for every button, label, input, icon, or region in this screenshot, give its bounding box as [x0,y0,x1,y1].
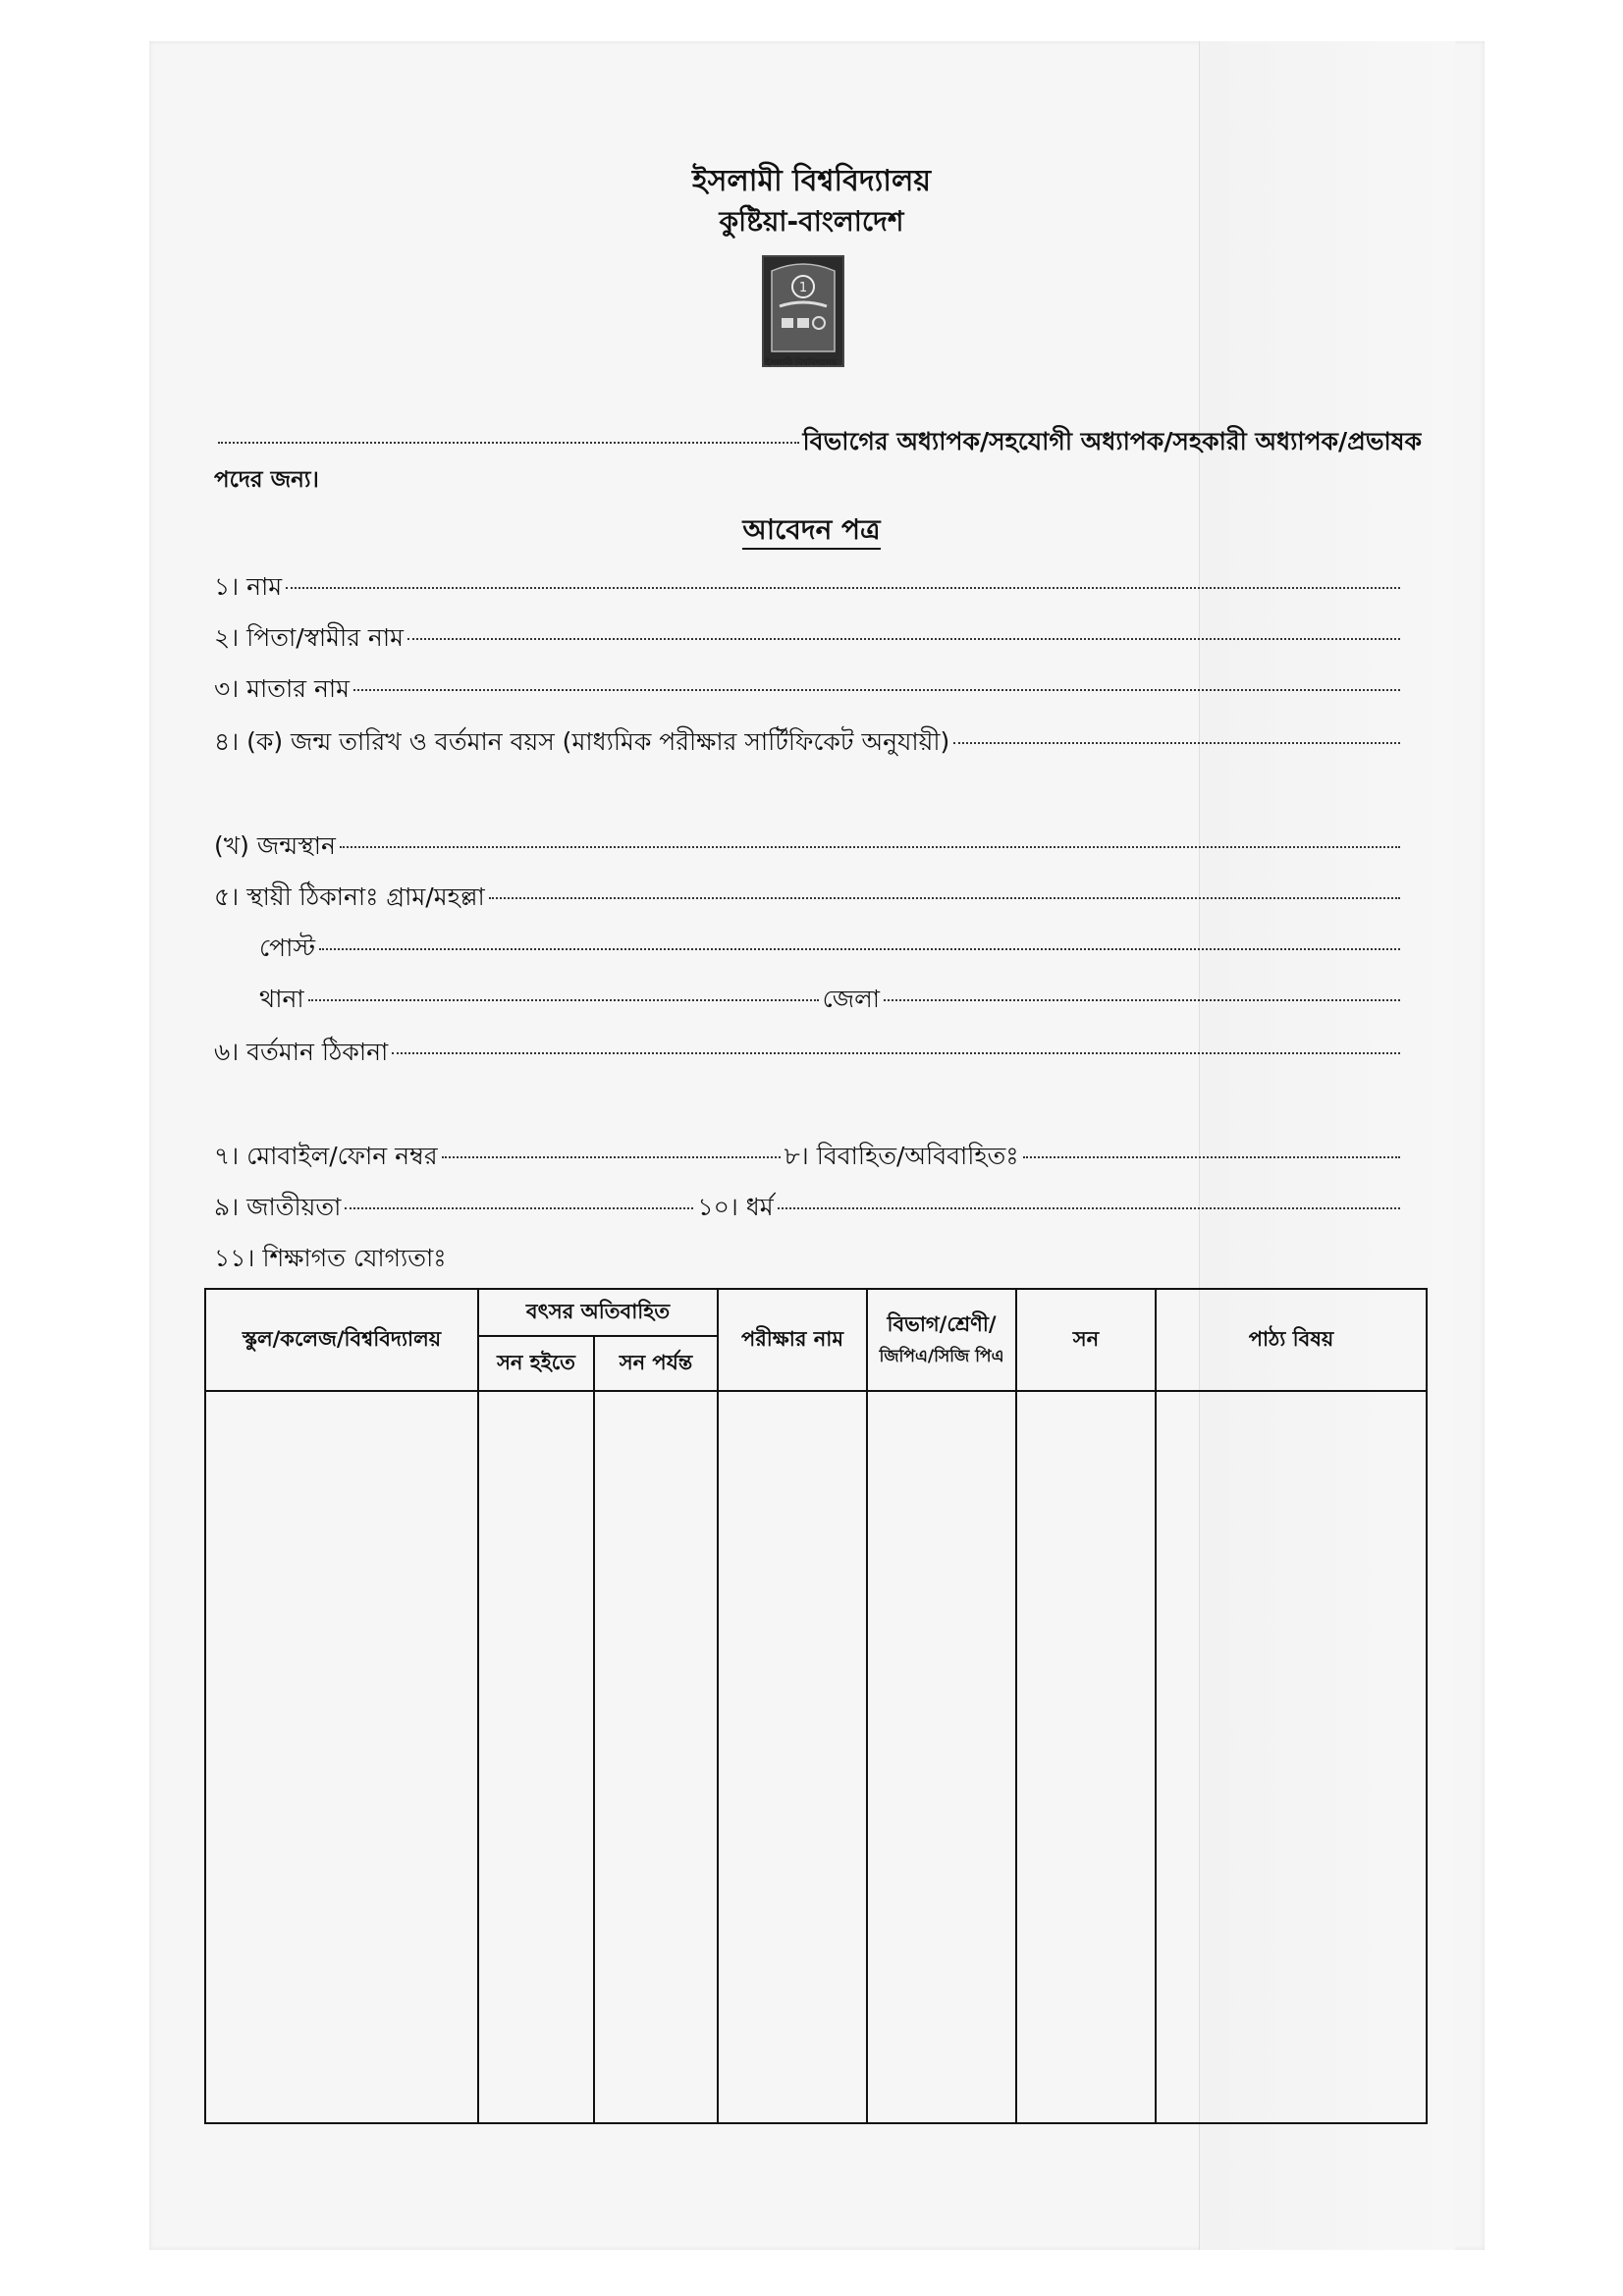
field-birthplace-blank[interactable] [340,846,1400,848]
field-mother-label: ৩। মাতার নাম [214,674,351,703]
field-thana-label: থানা [259,985,304,1013]
crest-icon [764,257,842,365]
cell-to[interactable] [594,1391,718,2123]
cell-institution[interactable] [205,1391,478,2123]
field-education-label: ১১। শিক্ষাগত যোগ্যতাঃ [214,1244,447,1272]
field-name-label: ১। নাম [214,572,283,601]
col-year: সন [1016,1289,1156,1391]
field-present-label: ৬। বর্তমান ঠিকানা [214,1038,389,1066]
table-header-row-1 [205,1289,1427,1336]
university-location: কুষ্টিয়া-বাংলাদেশ [719,205,904,238]
field-post [259,929,1404,971]
field-present-cont [214,1086,1404,1088]
field-post-label: পোস্ট [259,934,316,962]
field-mother-blank[interactable] [353,689,1400,691]
field-nationality-blank[interactable] [345,1207,693,1209]
field-religion-blank[interactable] [778,1207,1400,1209]
field-father-blank[interactable] [407,638,1400,640]
field-mobile-label: ৭। মোবাইল/ফোন নম্বর [214,1142,438,1170]
form-title [0,508,1623,555]
field-birthplace [214,827,1404,869]
field-district-label: জেলা [822,985,881,1013]
post-line-2 [214,461,509,500]
university-title: ইসলামী বিশ্ববিদ্যালয় [691,164,932,198]
field-marital-label: ৮। বিবাহিত/অবিবাহিতঃ [784,1142,1019,1170]
col-years-spent: বৎসর অতিবাহিত [478,1289,718,1336]
field-present-blank[interactable] [392,1052,1400,1054]
field-village-blank[interactable] [489,897,1400,899]
cell-year[interactable] [1016,1391,1156,2123]
field-mobile-blank[interactable] [442,1156,781,1158]
field-nationality-label: ৯। জাতীয়তা [214,1193,342,1221]
field-name [214,567,1404,610]
field-post-blank[interactable] [319,948,1400,950]
field-name-blank[interactable] [286,587,1400,589]
col-division [867,1289,1016,1391]
cell-subject[interactable] [1156,1391,1427,2123]
svg-text:1: 1 [798,281,808,295]
col-from: সন হইতে [478,1336,594,1391]
col-division-b: জিপিএ/সিজি পিএ [879,1347,1004,1366]
field-birthplace-label: (খ) জন্মস্থান [214,831,336,860]
post-line-2-text: পদের জন্য। [214,467,319,493]
field-mother [214,669,1404,712]
post-line [214,422,1422,464]
post-dept-blank[interactable] [218,442,799,444]
col-to: সন পর্যন্ত [594,1336,718,1391]
field-birthdate-blank[interactable] [953,742,1400,744]
field-marital-blank[interactable] [1023,1156,1400,1158]
col-institution: স্কুল/কলেজ/বিশ্ববিদ্যালয় [205,1289,478,1391]
field-religion-label: ১০। ধর্ম [697,1193,774,1221]
field-birthdate-label: ৪। (ক) জন্ম তারিখ ও বর্তমান বয়স (মাধ্যমিক পরীক্ষার সার্টিফিকেট অনুযায়ী) [214,727,950,756]
field-mobile-marital [214,1137,1404,1179]
col-exam: পরীক্ষার নাম [718,1289,867,1391]
cell-from[interactable] [478,1391,594,2123]
field-permanent-label: ৫। স্থায়ী ঠিকানাঃ গ্রাম/মহল্লা [214,882,485,911]
field-permanent-address [214,878,1404,920]
post-line-text: বিভাগের অধ্যাপক/সহযোগী অধ্যাপক/সহকারী অধ্যাপক/প্রভাষক [802,427,1422,455]
university-logo [762,255,844,367]
table-row [205,1391,1427,2123]
field-thana-district [259,980,1404,1022]
col-subject: পাঠ্য বিষয় [1156,1289,1427,1391]
field-present-address [214,1033,1404,1075]
logo-caption: ইসলামী বিশ্ববিদ্যালয় [765,358,838,368]
field-nationality-religion [214,1188,1404,1230]
field-thana-blank[interactable] [308,999,819,1001]
cell-division[interactable] [867,1391,1016,2123]
education-table [204,1288,1428,2124]
field-district-blank[interactable] [884,999,1400,1001]
col-division-a: বিভাগ/শ্রেণী/ [887,1312,997,1336]
field-father [214,618,1404,661]
field-father-label: ২। পিতা/স্বামীর নাম [214,623,404,652]
field-birthdate [214,722,1404,765]
field-education [214,1239,901,1281]
form-title-text: আবেদন পত্র [742,513,880,550]
cell-exam[interactable] [718,1391,867,2123]
field-birthdate-cont [214,775,1404,777]
